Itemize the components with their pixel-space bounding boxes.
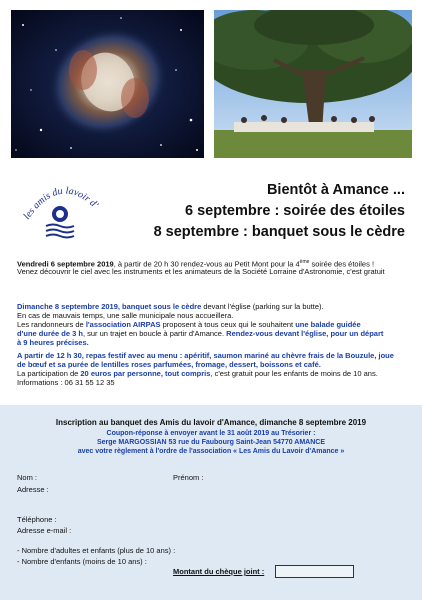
form-heading: Inscription au banquet des Amis du lavoir d'Amance, dimanche 8 septembre 2019 [55,418,367,427]
sunday-line-8 [17,369,409,378]
sunday-l3-c: proposent à tous ceux qui le souhaitent [160,320,296,329]
sunday-l8-b: 20 euros par personne, tout compris [80,369,211,378]
enfants-label: - Nombre d'enfants (moins de 10 ans) : [17,557,147,566]
svg-text:les amis du lavoir d'Amance: les amis du lavoir d' [21,185,101,222]
sunday-line-6: A partir de 12 h 30, repas festif avec au menu : apéritif, saumon mariné au chèvre frais de la Bouzule, joue [17,351,394,360]
prenom-label: Prénom : [173,473,204,482]
friday-date: Vendredi 6 septembre 2019 [17,259,114,269]
sunday-line-5: à 9 heures précises. [17,338,89,347]
sunday-text-1: devant l'église (parking sur la butte). [201,302,324,311]
cedar-tree-photo [214,10,412,158]
association-logo [18,178,103,240]
title-line-3: 8 septembre : banquet sous le cèdre [153,224,405,240]
sunday-l4-b: , sur un trajet en boucle à partir d'Amance. [82,329,227,338]
email-label: Adresse e-mail : [17,526,72,535]
title-line-2: 6 septembre : soirée des étoiles [184,203,405,219]
nom-label: Nom : [17,473,38,482]
friday-line-2: Venez découvrir le ciel avec les instruments et les animateurs de la Société Lorraine d'Astronomie, c'est gratuit [17,267,385,276]
telephone-label: Téléphone : [17,515,57,524]
friday-text-1: , à partir de 20 h 30 rendez-vous au Petit Mont pour la 4 [113,259,300,269]
form-sub-1: Coupon-réponse à envoyer avant le 31 août 2019 au Trésorier : [106,430,316,437]
sunday-l3-d: une balade guidée [295,320,361,329]
form-sub-3: avec votre règlement à l'ordre de l'association « Les Amis du Lavoir d'Amance » [77,448,345,455]
sunday-line-3 [17,320,409,329]
sunday-line-1 [17,302,409,311]
sunday-line-9: Informations : 06 31 55 12 35 [17,378,115,387]
sunday-line-7: de bœuf et sa purée de lentilles roses parfumées, fromage, dessert, boissons et café. [17,360,321,369]
sunday-bold: Dimanche 8 septembre 2019, banquet sous le cèdre [17,302,202,311]
cheque-label: Montant du chèque joint : [173,567,265,576]
sunday-l8-c: , c'est gratuit pour les enfants de moins de 10 ans. [210,369,378,378]
sunday-l3-b: l'association AIRPAS [85,320,161,329]
sunday-l4-a: d'une durée de 3 h [17,329,83,338]
friday-text-1-end: soirée des étoiles ! [309,259,375,269]
sunday-l8-a: La participation de [17,369,81,378]
adultes-label: - Nombre d'adultes et enfants (plus de 10 ans) : [17,546,176,555]
cheque-amount-field[interactable] [275,565,354,578]
form-sub-2: Serge MARGOSSIAN 53 rue du Faubourg Saint-Jean 54770 AMANCE [96,439,326,446]
sunday-line-2: En cas de mauvais temps, une salle municipale nous accueillera. [17,311,234,320]
sunday-l4-c: Rendez-vous devant l'église, pour un départ [226,329,384,338]
sunday-line-4 [17,329,409,338]
sunday-l3-a: Les randonneurs de [17,320,86,329]
nebula-photo [11,10,204,158]
title-line-1: Bientôt à Amance ... [266,182,405,198]
adresse-label: Adresse : [17,485,49,494]
friday-sup: ème [299,259,310,265]
